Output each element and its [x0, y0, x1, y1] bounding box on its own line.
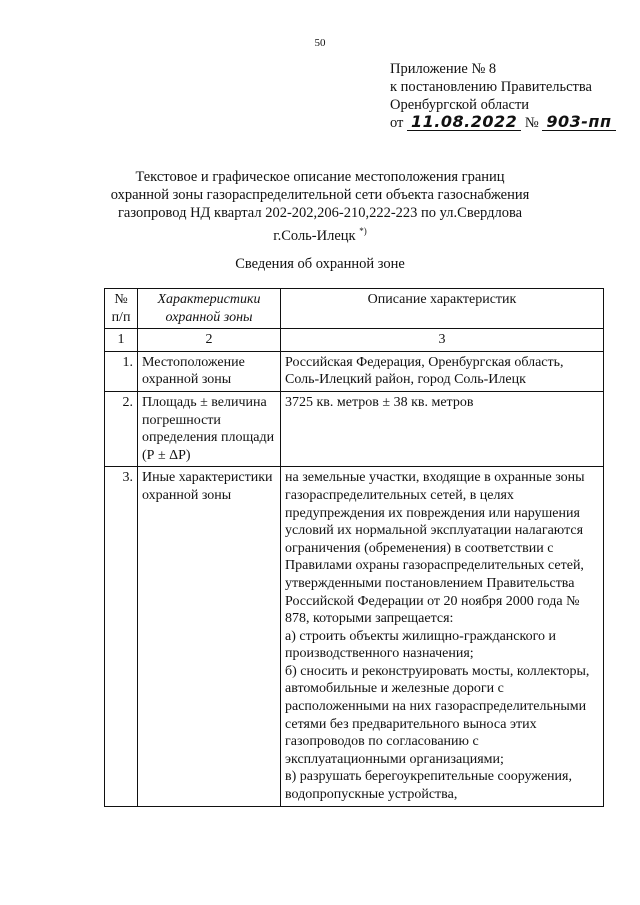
title-line-2: охранной зоны газораспределительной сети объекта газоснабжения: [110, 187, 530, 203]
appendix-date-number: [390, 114, 616, 132]
restriction-item: в) разрушать берегоукрепительные сооружения, водопропускные устройства,: [285, 769, 572, 803]
row-num: 3.: [105, 467, 138, 806]
handwritten-date: 11.08.2022: [407, 114, 521, 131]
table-row: [105, 391, 604, 466]
table-index-row: [105, 329, 604, 352]
index-cell: 3: [281, 329, 604, 352]
row-description: Российская Федерация, Оренбургская область, Соль-Илецкий район, город Соль-Илецк: [281, 351, 604, 391]
row-num: 1.: [105, 351, 138, 391]
footnote-mark: *): [359, 226, 367, 236]
restriction-item: б) сносить и реконструировать мосты, коллекторы, автомобильные и железные дороги с расположенными на них газораспределительными сетями без предварительного выноса этих газопроводов по согласованию с эксплуатационными организациями;: [285, 663, 590, 767]
appendix-block: [390, 60, 616, 132]
table-header-row: [105, 289, 604, 329]
row-characteristic: Иные характеристики охранной зоны: [138, 467, 281, 806]
appendix-decree: к постановлению Правительства: [390, 79, 592, 95]
table-row: [105, 351, 604, 391]
title-line-4: [0, 222, 640, 245]
row-characteristic: Местоположение охранной зоны: [138, 351, 281, 391]
section-title: Сведения об охранной зоне: [235, 256, 405, 272]
document-title: [0, 168, 640, 245]
restrictions-intro: на земельные участки, входящие в охранные зоны газораспределительных сетей, в целях предупреждения их повреждения или нарушения условий их нормальной эксплуатации налагаются ограничения (обременения) в соответствии с Правилами охраны газораспределительных сетей, утвержденными постановлением Правительства Российской Федерации от 20 ноября 2000 года № 878, которыми запрещается:: [285, 470, 585, 627]
header-num: № п/п: [105, 289, 138, 329]
row-num: 2.: [105, 391, 138, 466]
row-characteristic: Площадь ± величина погрешности определения площади (Р ± ΔР): [138, 391, 281, 466]
row-description: 3725 кв. метров ± 38 кв. метров: [281, 391, 604, 466]
index-cell: 2: [138, 329, 281, 352]
from-label: от: [390, 115, 404, 131]
index-cell: 1: [105, 329, 138, 352]
handwritten-number: 903-пп: [542, 114, 615, 131]
header-description: Описание характеристик: [281, 289, 604, 329]
title-city: г.Соль-Илецк: [273, 227, 356, 244]
table-row: [105, 467, 604, 806]
restriction-item: а) строить объекты жилищно-гражданского и производственного назначения;: [285, 628, 556, 662]
number-label: №: [524, 115, 539, 131]
appendix-region: Оренбургской области: [390, 97, 530, 113]
header-characteristic: Характеристики охранной зоны: [138, 289, 281, 329]
appendix-title: Приложение № 8: [390, 61, 497, 77]
title-line-1: Текстовое и графическое описание местоположения границ: [135, 169, 505, 185]
row-description: [281, 467, 604, 806]
title-line-3: газопровод НД квартал 202-202,206-210,222-223 по ул.Свердлова: [117, 205, 523, 221]
page-number: 50: [314, 37, 326, 49]
zone-table: [104, 288, 604, 807]
